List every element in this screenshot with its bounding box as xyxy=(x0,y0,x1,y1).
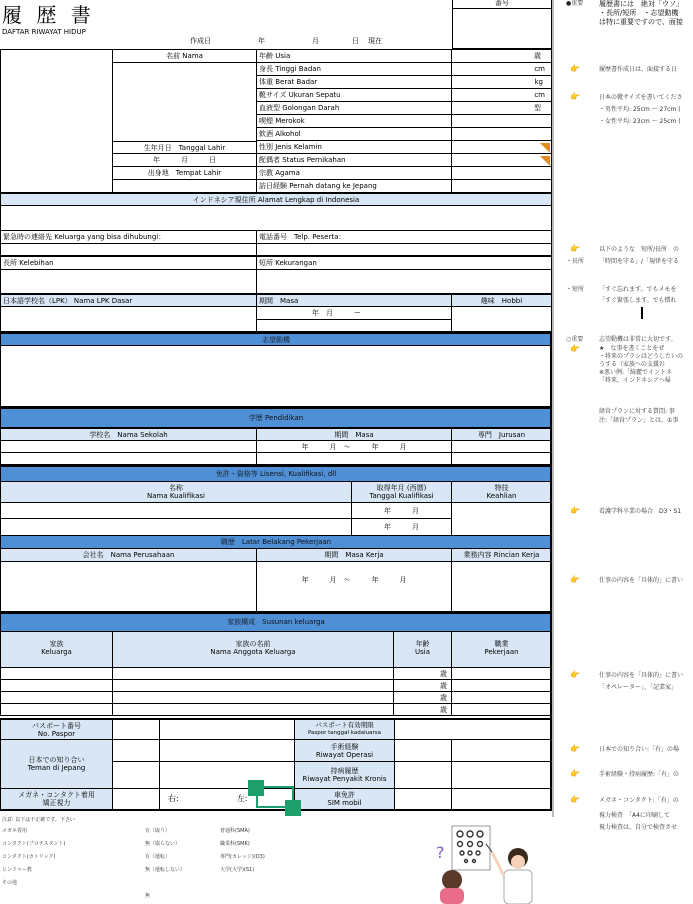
note-text: 「時間を守る」/「規律を守る xyxy=(599,258,680,265)
license-date-field-2[interactable]: 年 月 xyxy=(351,518,452,536)
shoe-field[interactable]: cm xyxy=(451,88,552,102)
school-label: 学校名 Nama Sekolah xyxy=(0,428,257,441)
glasses-label: メガネ・コンタクト着用 矯正視力 xyxy=(0,788,113,810)
family-job-field[interactable] xyxy=(451,703,552,716)
note-text: ・長所/短所 ・志望動機 xyxy=(599,9,679,17)
age-field[interactable]: 歳 xyxy=(451,49,552,63)
hand-pointer-icon: 👉 xyxy=(570,344,580,353)
legend-item: その他 xyxy=(2,880,18,886)
page-title: 履 歴 書 xyxy=(2,3,95,27)
note-text: 以下のような 短所/長所 の xyxy=(599,246,680,253)
weight-label: 体重 Berat Badar xyxy=(256,75,452,89)
age-label: 年齢 Usia xyxy=(256,49,452,63)
legend-item: コンタクト(プロテスタント) xyxy=(2,841,66,847)
school-field-2[interactable] xyxy=(0,452,257,465)
surgery-field[interactable] xyxy=(394,739,452,762)
car-license-field[interactable] xyxy=(394,788,452,810)
birthplace-label: 出身地 Tempat Lahir xyxy=(112,166,257,180)
note-text: メガネ・コンタクト:「有」の xyxy=(599,797,679,804)
major-field-2[interactable] xyxy=(451,452,552,465)
eye-test-illustration xyxy=(430,822,550,904)
emergency-field[interactable] xyxy=(0,243,257,256)
address-field[interactable] xyxy=(0,205,552,231)
legend-item: 有（取り） xyxy=(145,828,171,834)
drinking-field[interactable] xyxy=(451,127,552,141)
legend-item: メガネ着用 xyxy=(2,828,28,834)
married-label: 配偶者 Status Pernikahan xyxy=(256,153,452,167)
hand-pointer-icon: 👉 xyxy=(570,769,580,778)
hand-pointer-icon: 👉 xyxy=(570,795,580,804)
car-license-label: 車免許 SIM mobil xyxy=(294,788,395,810)
page-subtitle: DAFTAR RIWAYAT HIDUP xyxy=(2,28,86,36)
note-text: 日本での知り合い:「有」の場 xyxy=(599,746,680,753)
education-header: 学歴 Pendidikan xyxy=(0,408,552,428)
hand-pointer-icon: 👉 xyxy=(570,244,580,253)
passport-exp-field[interactable] xyxy=(394,719,552,740)
note-text: 看護学科卒業の場合 D3・S1 xyxy=(599,508,682,515)
work-period-field[interactable]: 年 月 ～ 年 月 xyxy=(256,561,452,612)
legend-item: 無 xyxy=(145,893,151,899)
chronic-label: 持病履歴 Riwayat Penyakit Kronis xyxy=(294,761,395,789)
height-field[interactable]: cm xyxy=(451,62,552,76)
phone-label: 電話番号 Telp. Peserta： xyxy=(256,230,552,244)
note-text: ★ な事を書くことをぜ xyxy=(599,345,665,352)
chronic-field-2[interactable] xyxy=(451,761,552,789)
created-year: 年 xyxy=(258,37,265,45)
license-header: 免許・資格等 Lisensi, Kualifikasi, dll xyxy=(0,466,552,482)
note-text: は特に重要ですので、面接 xyxy=(599,18,683,26)
work-period-label: 期間 Masa Kerja xyxy=(256,548,452,562)
note-text: 履歴書作成日は、面接する日 xyxy=(599,66,678,73)
family-name-label: 家族の名前 Nama Anggota Keluarga xyxy=(112,631,394,668)
strength-field[interactable] xyxy=(0,269,257,294)
legend-item: 有（運転） xyxy=(145,854,171,860)
note-text: 「すぐ忘れます。でもメモを xyxy=(599,286,677,293)
legend-item: 専門(カレッジ)(D3) xyxy=(220,854,265,860)
note-label: ○重要 xyxy=(566,336,584,343)
motivation-header: 志望動機 xyxy=(0,333,552,346)
family-age-field[interactable]: 歳 xyxy=(393,703,452,716)
edu-period-label: 期間 Masa xyxy=(256,428,452,441)
dropdown-marker-icon[interactable] xyxy=(540,143,550,153)
friend-field[interactable] xyxy=(112,739,160,762)
strength-label: 長所 Kelebihan xyxy=(0,256,257,270)
note-text: 「オペレーター」、「記業家」 xyxy=(599,684,678,691)
legend-note: 注意: 以下は不正確です。下さい xyxy=(2,817,75,823)
legend-item: コンタクト(カトリック) xyxy=(2,854,56,860)
visit-label: 訪日経験 Pernah datang ke Jepang xyxy=(256,179,452,193)
passport-label: パスポート番号 No. Paspor xyxy=(0,719,113,740)
license-name-field[interactable] xyxy=(0,502,352,519)
shoe-label: 靴サイズ Ukuran Sepatu xyxy=(256,88,452,102)
hand-pointer-icon: 👉 xyxy=(570,64,580,73)
surgery-label: 手術経験 Riwayat Operasi xyxy=(294,739,395,762)
hobby-label: 趣味 Hobbi xyxy=(451,294,552,307)
address-header: インドネシア現住所 Alamat Lengkap di Indonesia xyxy=(0,193,552,206)
visit-field[interactable] xyxy=(451,179,552,193)
family-rel-field[interactable] xyxy=(0,703,113,716)
skill-label: 特技 Keahlian xyxy=(451,481,552,503)
motivation-field[interactable] xyxy=(0,345,552,407)
family-job-label: 職業 Pekerjaan xyxy=(451,631,552,668)
note-text: 手術経験・持病履歴:「有」の xyxy=(599,771,680,778)
family-name-field[interactable] xyxy=(112,703,394,716)
friend-field-3[interactable] xyxy=(112,761,160,789)
company-label: 会社名 Nama Perusahaan xyxy=(0,548,257,562)
dob-label: 生年月日 Tanggal Lahir xyxy=(112,141,257,154)
dropdown-marker-icon[interactable] xyxy=(540,156,550,166)
lpk-period-label: 期間 Masa xyxy=(256,294,452,307)
birthplace-field[interactable] xyxy=(112,179,257,193)
legend-item: 職業科(SMK) xyxy=(220,841,250,847)
family-age-field[interactable]: 歳 xyxy=(393,667,452,680)
legend-item: ヒンドゥー教 xyxy=(2,867,32,873)
legend-item: 無（運転しない） xyxy=(145,867,186,873)
note-important: ●重要 xyxy=(566,0,584,7)
license-date-label: 取得年月 (西暦) Tanggal Kualifikasi xyxy=(351,481,452,503)
license-date-field[interactable]: 年 月 xyxy=(351,502,452,519)
photo-area[interactable] xyxy=(0,49,113,193)
emergency-label: 緊急時の連絡先 Keluarga yang bisa dihubungi： xyxy=(0,230,257,244)
note-text: 「すぐ緊張します。でも慣れ xyxy=(599,297,677,304)
legend-item: 普通科(SMA) xyxy=(220,828,250,834)
drinking-label: 飲酒 Alkohol xyxy=(256,127,452,141)
note-text: 仕事の内容を「具体的」に書い xyxy=(599,577,684,584)
legend-item: 無（取らない） xyxy=(145,841,181,847)
note-text: 注:「経営プラン」とは、①事 xyxy=(599,417,679,424)
passport-field-2[interactable] xyxy=(159,719,295,740)
number-label: 番号 xyxy=(452,0,552,9)
note-text: 視力検査は、自分で検査させ xyxy=(599,824,678,831)
smoking-label: 喫煙 Merokok xyxy=(256,114,452,128)
note-text: ※悪い例:「綺麗でイントネ xyxy=(599,369,672,376)
work-header: 職歴 Latar Belakang Pekerjaan xyxy=(0,535,552,549)
note-text: 日本の靴サイズを書いてくださ xyxy=(599,94,683,101)
family-age-label: 年齢 Usia xyxy=(393,631,452,668)
blood-label: 血液型 Golongan Darah xyxy=(256,101,452,115)
created-now: 現在 xyxy=(368,37,382,45)
svg-text:?: ? xyxy=(436,843,445,862)
lpk-period-field[interactable]: 年 月 ー xyxy=(256,306,452,320)
car-license-field-2[interactable] xyxy=(451,788,552,810)
work-detail-label: 業務内容 Rincian Kerja xyxy=(451,548,552,562)
created-day: 日 xyxy=(352,37,359,45)
text-cursor xyxy=(641,307,643,319)
gender-label: 性別 Jenis Kelamin xyxy=(256,140,452,154)
note-text: 履歴書には 絶対「ウソ」 xyxy=(599,0,683,8)
friend-label: 日本での知り合い Teman di Jepang xyxy=(0,739,113,789)
surgery-field-2[interactable] xyxy=(451,739,552,762)
height-label: 身長 Tinggi Badan xyxy=(256,62,452,76)
family-rel-label: 家族 Keluarga xyxy=(0,631,113,668)
gender-field[interactable] xyxy=(451,140,552,154)
name-label: 名前 Nama xyxy=(112,49,257,63)
note-text: 志望動機は非常に大切です。 xyxy=(599,336,677,343)
phone-field[interactable] xyxy=(256,243,552,256)
weakness-field[interactable] xyxy=(256,269,552,294)
note-label: ・長所 xyxy=(566,258,585,265)
glasses-field[interactable] xyxy=(112,788,160,810)
selection-box[interactable] xyxy=(256,786,294,808)
chronic-field[interactable] xyxy=(394,761,452,789)
edu-period-field[interactable]: 年 月 ～ 年 月 xyxy=(256,440,452,453)
religion-field[interactable] xyxy=(451,166,552,180)
skill-field[interactable] xyxy=(451,502,552,536)
hand-pointer-icon: 👉 xyxy=(570,670,580,679)
blood-field[interactable]: 型 xyxy=(451,101,552,115)
note-text: ・男性平均: 25cm ～ 27cm ( xyxy=(599,106,681,113)
passport-exp-label: パスポート有効期限 Paspor tanggal kadaluarsa xyxy=(294,719,395,740)
family-age-field[interactable]: 歳 xyxy=(393,691,452,704)
hand-pointer-icon: 👉 xyxy=(570,744,580,753)
note-text: うする（家族への支援?） xyxy=(599,361,669,368)
note-text: 「将来、インドネシアへ帰 xyxy=(599,377,671,384)
note-text: 視力検査 「A4に印刷して xyxy=(599,812,670,819)
lpk-period-field-2[interactable] xyxy=(256,319,452,332)
note-text: ・将来のプランはどうしたいの xyxy=(599,353,684,360)
created-label: 作成日 xyxy=(190,37,211,45)
license-name-field-2[interactable] xyxy=(0,518,352,536)
note-text: 仕事の内容を「具体的」に書い xyxy=(599,672,684,679)
created-month: 月 xyxy=(312,37,319,45)
lpk-field[interactable] xyxy=(0,306,257,332)
friend-field-4[interactable] xyxy=(159,761,295,789)
edu-period-field-2[interactable] xyxy=(256,452,452,465)
legend-item: 大学(大学)(S1) xyxy=(220,867,255,873)
family-header: 家族構成 Susunan keluarga xyxy=(0,613,552,632)
family-age-field[interactable]: 歳 xyxy=(393,679,452,692)
note-text: 経営プランに対する質問: 事 xyxy=(599,408,675,415)
name-field[interactable] xyxy=(112,62,257,142)
vision-field[interactable]: 右: 左: xyxy=(159,788,295,810)
note-label: ・短所 xyxy=(566,286,585,293)
friend-field-2[interactable] xyxy=(159,739,295,762)
weakness-label: 短所 Kekurangan xyxy=(256,256,552,270)
religion-label: 宗教 Agama xyxy=(256,166,452,180)
married-field[interactable] xyxy=(451,153,552,167)
hand-pointer-icon: 👉 xyxy=(570,92,580,101)
note-text: ・女性平均: 23cm ～ 25cm ( xyxy=(599,118,681,125)
company-field[interactable] xyxy=(0,561,257,612)
smoking-field[interactable] xyxy=(451,114,552,128)
weight-field[interactable]: kg xyxy=(451,75,552,89)
work-detail-field[interactable] xyxy=(451,561,552,612)
lpk-label: 日本語学校名（LPK） Nama LPK Dasar xyxy=(0,294,257,307)
hobby-field[interactable] xyxy=(451,306,552,332)
hand-pointer-icon: 👉 xyxy=(570,575,580,584)
license-name-label: 名称 Nama Kualifikasi xyxy=(0,481,352,503)
hand-pointer-icon: 👉 xyxy=(570,506,580,515)
major-label: 専門 Jurusan xyxy=(451,428,552,441)
passport-field[interactable] xyxy=(112,719,160,740)
number-field[interactable] xyxy=(452,8,552,49)
dob-field[interactable]: 年 月 日 xyxy=(112,153,257,167)
